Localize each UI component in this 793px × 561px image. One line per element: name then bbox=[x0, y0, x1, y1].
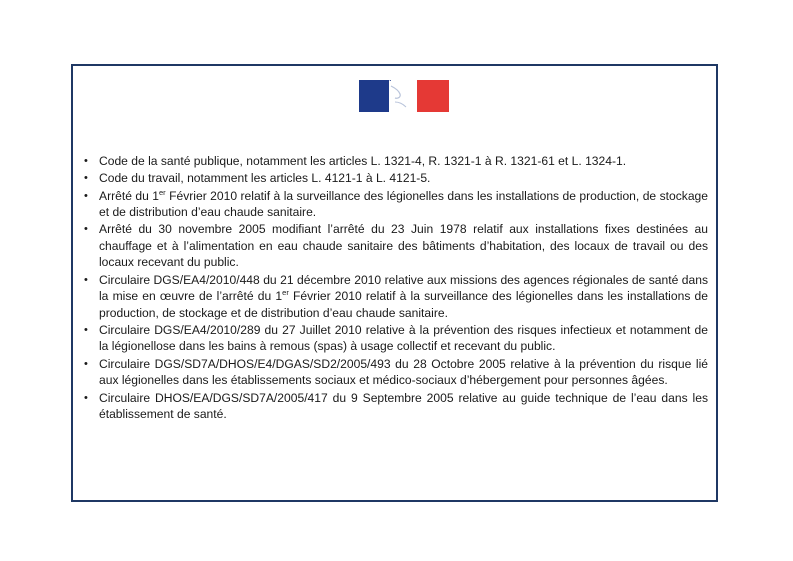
marianne-logo-icon bbox=[359, 80, 449, 112]
bullet-icon: • bbox=[84, 323, 88, 336]
bullet-icon: • bbox=[84, 155, 88, 167]
bullet-icon: • bbox=[84, 391, 88, 404]
reference-text: Circulaire DGS/SD7A/DHOS/E4/DGAS/SD2/2005/493 du 28 Octobre 2005 relative à la prévention du risque lié aux légionelles dans les établissements sociaux et médico-sociaux d’hébergement pour personnes âgées. bbox=[99, 356, 708, 388]
list-item bbox=[73, 272, 716, 322]
reference-text: Circulaire DGS/EA4/2010/289 du 27 Juillet 2010 relative à la prévention des risques infectieux et notamment de la légionellose dans les bains à remous (spas) à usage collectif et recevant du public. bbox=[99, 322, 708, 354]
list-item bbox=[73, 322, 716, 355]
bullet-icon: • bbox=[84, 273, 88, 286]
list-item bbox=[73, 390, 716, 423]
references-list bbox=[73, 153, 716, 423]
list-item bbox=[73, 153, 716, 170]
list-item bbox=[73, 221, 716, 271]
list-item bbox=[73, 356, 716, 389]
reference-text: Circulaire DHOS/EA/DGS/SD7A/2005/417 du 9 Septembre 2005 relative au guide technique de l’eau dans les établissement de santé. bbox=[99, 390, 708, 422]
list-item bbox=[73, 170, 716, 187]
references-panel bbox=[71, 64, 718, 502]
list-item bbox=[73, 188, 716, 221]
reference-text: Code de la santé publique, notamment les articles L. 1321-4, R. 1321-1 à R. 1321-61 et L. 1324-1. bbox=[99, 154, 627, 168]
bullet-icon: • bbox=[84, 357, 88, 370]
bullet-icon: • bbox=[84, 189, 88, 202]
reference-text: Arrêté du 30 novembre 2005 modifiant l’arrêté du 23 Juin 1978 relatif aux installations fixes destinées au chauffage et à l’alimentation en eau chaude sanitaire des bâtiments d’habitation, des locaux de travail ou des locaux recevant du public. bbox=[99, 222, 708, 270]
reference-text: Arrêté du 1er Février 2010 relatif à la surveillance des légionelles dans les installations de production, de stockage et de distribution d’eau chaude sanitaire. bbox=[99, 187, 709, 220]
reference-text: Code du travail, notamment les articles L. 4121-1 à L. 4121-5. bbox=[99, 171, 431, 186]
bullet-icon: • bbox=[84, 172, 88, 185]
reference-text: Circulaire DGS/EA4/2010/448 du 21 décembre 2010 relative aux missions des agences régionales de santé dans la mise en œuvre de l’arrêté du 1er Février 2010 relatif à la surveillance des légionelles dans les installations de production, de stockage et de distribution d’eau chaude sanitaire. bbox=[99, 272, 708, 320]
bullet-icon: • bbox=[84, 223, 88, 236]
